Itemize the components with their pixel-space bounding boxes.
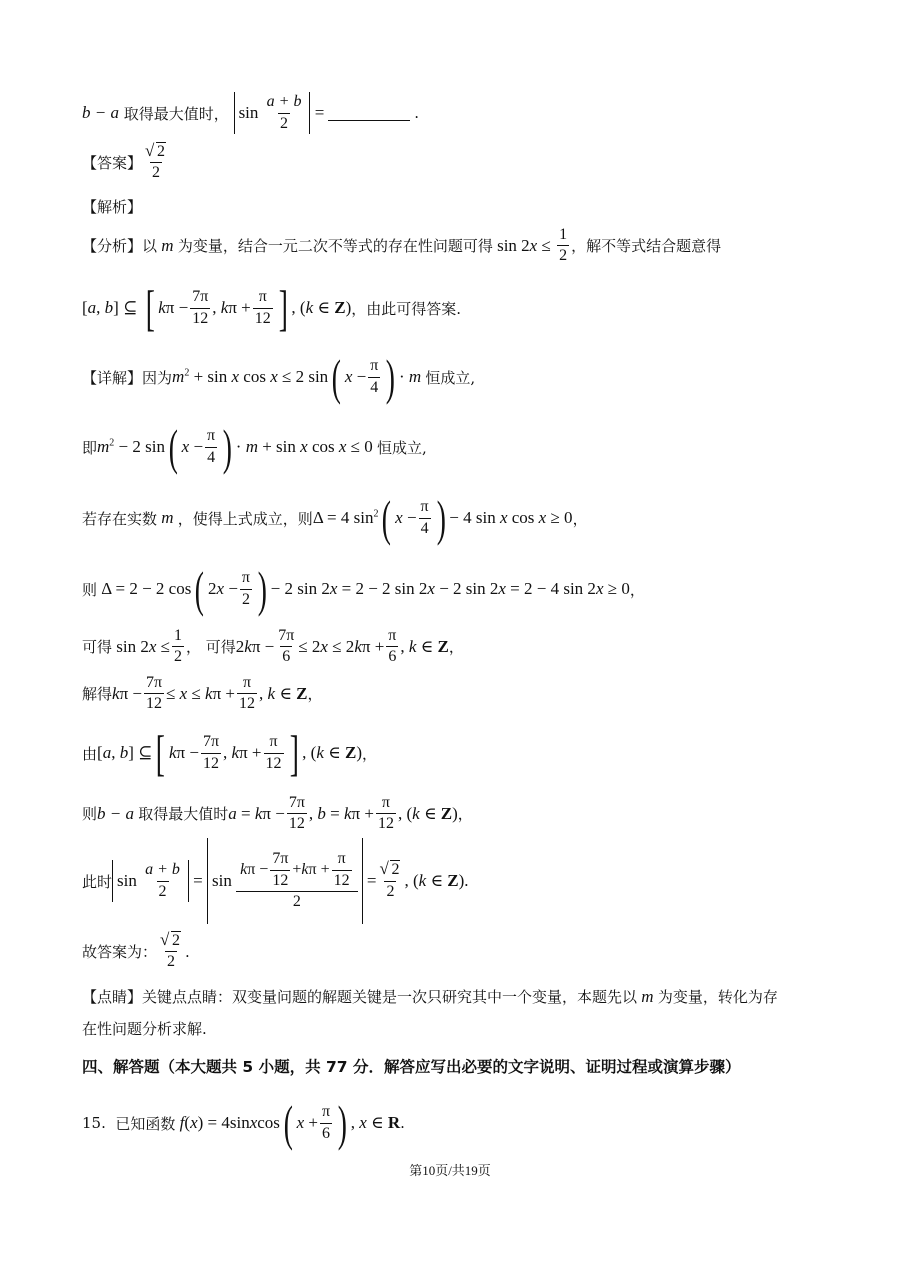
ji-line: 即 $m^2 - 2$ sin ( x − $\frac{\pi}{4}$ ) · m + sin x cos x ≤ 0 恒成立,	[82, 419, 427, 475]
xiangjie-line: 【详解】 因为 $m^2 + \sin x$ cos x ≤ 2 sin ( x − $\frac{\pi}{4}$ ) · m 恒成立,	[82, 349, 476, 405]
dianjing-line: 【点睛】 关键点点睛：双变量问题的解题关键是一次只研究其中一个变量，本题先以 m 为变量，转化为存	[82, 986, 778, 1006]
answer-line: 【答案】 √ $\frac{2}{2}$	[82, 143, 170, 183]
fenxi-interval-line: [a, b] ⊆ [ kπ − $\frac{7\pi}{12}$ , kπ + $\frac{\pi}{12}$ ] , (k ∈ Z) ，由此可得答案.	[82, 280, 462, 336]
ruo-line: 若存在实数 m ，使得上式成立，则 Δ = 4 $\sin^2$ ( x − $\frac{\pi}{4}$ ) − 4 sin x cos x ≥ 0 ，	[82, 490, 588, 546]
dianjing-line-2: 在性问题分析求解.	[82, 1020, 207, 1038]
analysis-heading: 【解析】	[82, 198, 143, 216]
ze2-line: 则 b − a 取得最大值时 a = kπ − $\frac{7\pi}{12}$ , b = kπ + $\frac{\pi}{12}$ , (k ∈ Z) ，	[82, 794, 473, 833]
question-tail-line: b − a 取得最大值时， sin $\frac{a + b}{2}$ = .	[82, 92, 419, 134]
fenxi-line: 【分析】 以 m 为变量，结合一元二次不等式的存在性问题可得 sin 2x ≤ $\frac{1}{2}$ ，解不等式结合题意得	[82, 226, 722, 265]
you-line: 由 [a, b] ⊆ [ kπ − $\frac{7\pi}{12}$ , kπ + $\frac{\pi}{12}$ ] , (k ∈ Z) ，	[82, 725, 378, 781]
gu-line: 故答案为： √ $\frac{2}{2}$ .	[82, 932, 190, 972]
cishi-line: 此时 sin $\frac{a + b}{2}$ = sin k π − $\frac{7\pi}{12}$ + k π + $\frac{\pi}{12}$ 2 = √ $\frac{2}{2}$ , (k ∈ Z).	[82, 838, 469, 924]
page-footer: 第10页/共19页	[409, 1163, 491, 1178]
jiede-line: 解得 kπ − $\frac{7\pi}{12}$ ≤ x ≤ kπ + $\frac{\pi}{12}$ , k ∈ Z ，	[82, 674, 323, 713]
kede-line: 可得 sin 2x ≤ $\frac{1}{2}$ ， 可得 2kπ − $\frac{7\pi}{6}$ ≤ 2x ≤ 2kπ + $\frac{\pi}{6}$ , k ∈ Z ，	[82, 627, 464, 666]
ze-line: 则 Δ = 2 − 2 cos ( 2x − $\frac{\pi}{2}$ ) − 2 sin 2x = 2 − 2 sin 2x − 2 sin 2x = 2 − 4 sin 2x ≥ 0 ，	[82, 561, 645, 617]
question-15: 15. 已知函数 f(x) = 4sinxcos ( x + $\frac{\pi}{6}$ ) , x ∈ R .	[82, 1095, 405, 1151]
section-heading: 四、解答题（本大题共 5 小题，共 77 分．解答应写出必要的文字说明、证明过程或演算步骤）	[82, 1058, 741, 1076]
answer-blank	[328, 106, 410, 121]
